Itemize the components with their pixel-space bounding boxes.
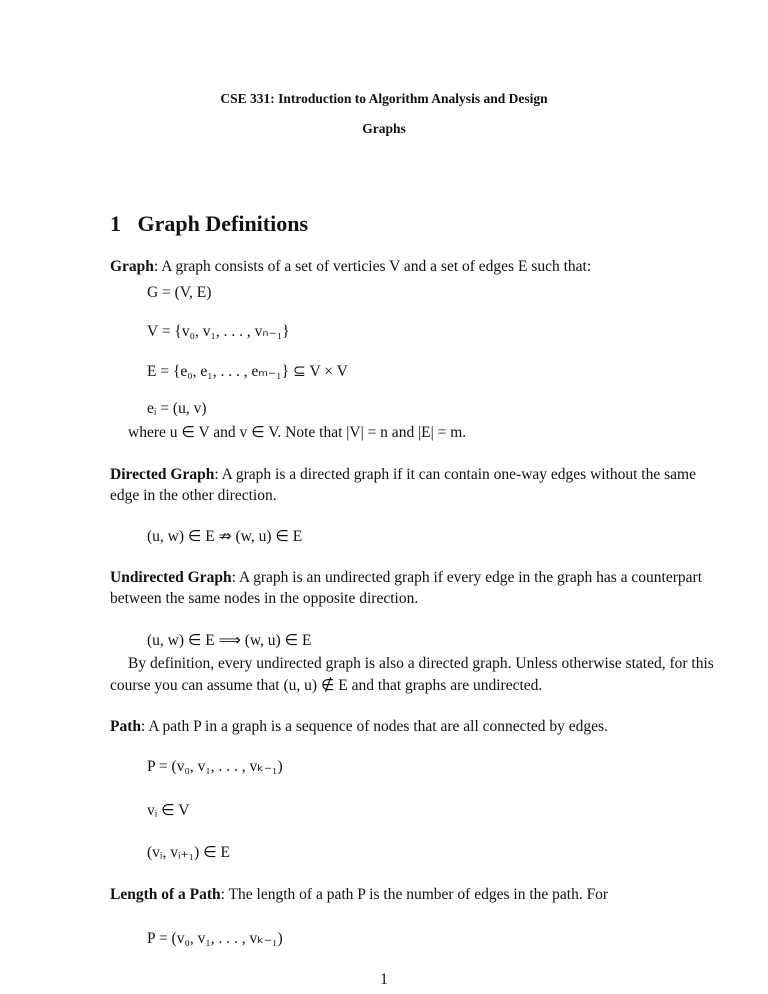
definition-text: between the same nodes in the opposite direction. [110, 590, 419, 607]
section-heading [110, 211, 309, 236]
equation: G = (V, E) [147, 284, 212, 301]
path-definition [110, 718, 608, 736]
term: Path [110, 718, 141, 735]
equation: P = (v₀, v₁, . . . , vₖ₋₁) [147, 930, 283, 947]
course-title: CSE 331: Introduction to Algorithm Analysis and Design [220, 91, 548, 106]
section-title: Graph Definitions [137, 211, 309, 236]
equation: V = {v₀, v₁, . . . , vₙ₋₁} [147, 323, 290, 340]
equation: (u, w) ∈ E ⇏ (w, u) ∈ E [147, 528, 303, 545]
equation: vᵢ ∈ V [147, 802, 190, 819]
definition-text: edge in the other direction. [110, 487, 277, 504]
definition-text: : A path P in a graph is a sequence of nodes that are all connected by edges. [141, 718, 608, 735]
equation: (u, w) ∈ E ⟹ (w, u) ∈ E [147, 632, 312, 649]
section-number: 1 [110, 211, 121, 236]
definition-text: : A graph consists of a set of verticies V and a set of edges E such that: [153, 258, 592, 275]
term: Directed Graph [110, 466, 215, 483]
term: Length of a Path [110, 886, 221, 903]
graph-definition [110, 258, 591, 276]
definition-text: : A graph is an undirected graph if every edge in the graph has a counterpart [231, 569, 703, 586]
page-number: 1 [380, 971, 388, 988]
directed-definition [110, 466, 696, 484]
document-topic: Graphs [362, 121, 406, 136]
paragraph: By definition, every undirected graph is also a directed graph. Unless otherwise stated, for this [128, 655, 714, 672]
graph-note: where u ∈ V and v ∈ V. Note that |V| = n and |E| = m. [128, 424, 467, 441]
paragraph: course you can assume that (u, u) ∉ E and that graphs are undirected. [110, 677, 543, 694]
equation: (vᵢ, vᵢ₊₁) ∈ E [147, 844, 230, 861]
term: Graph [110, 258, 154, 275]
equation: E = {e₀, e₁, . . . , eₘ₋₁} ⊆ V × V [147, 363, 348, 380]
equation: eᵢ = (u, v) [147, 400, 207, 417]
length-definition [110, 886, 608, 904]
definition-text: : The length of a path P is the number of edges in the path. For [220, 886, 609, 903]
definition-text: : A graph is a directed graph if it can contain one-way edges without the same [214, 466, 696, 483]
undirected-definition [110, 569, 702, 587]
term: Undirected Graph [110, 569, 232, 586]
equation: P = (v₀, v₁, . . . , vₖ₋₁) [147, 758, 283, 775]
